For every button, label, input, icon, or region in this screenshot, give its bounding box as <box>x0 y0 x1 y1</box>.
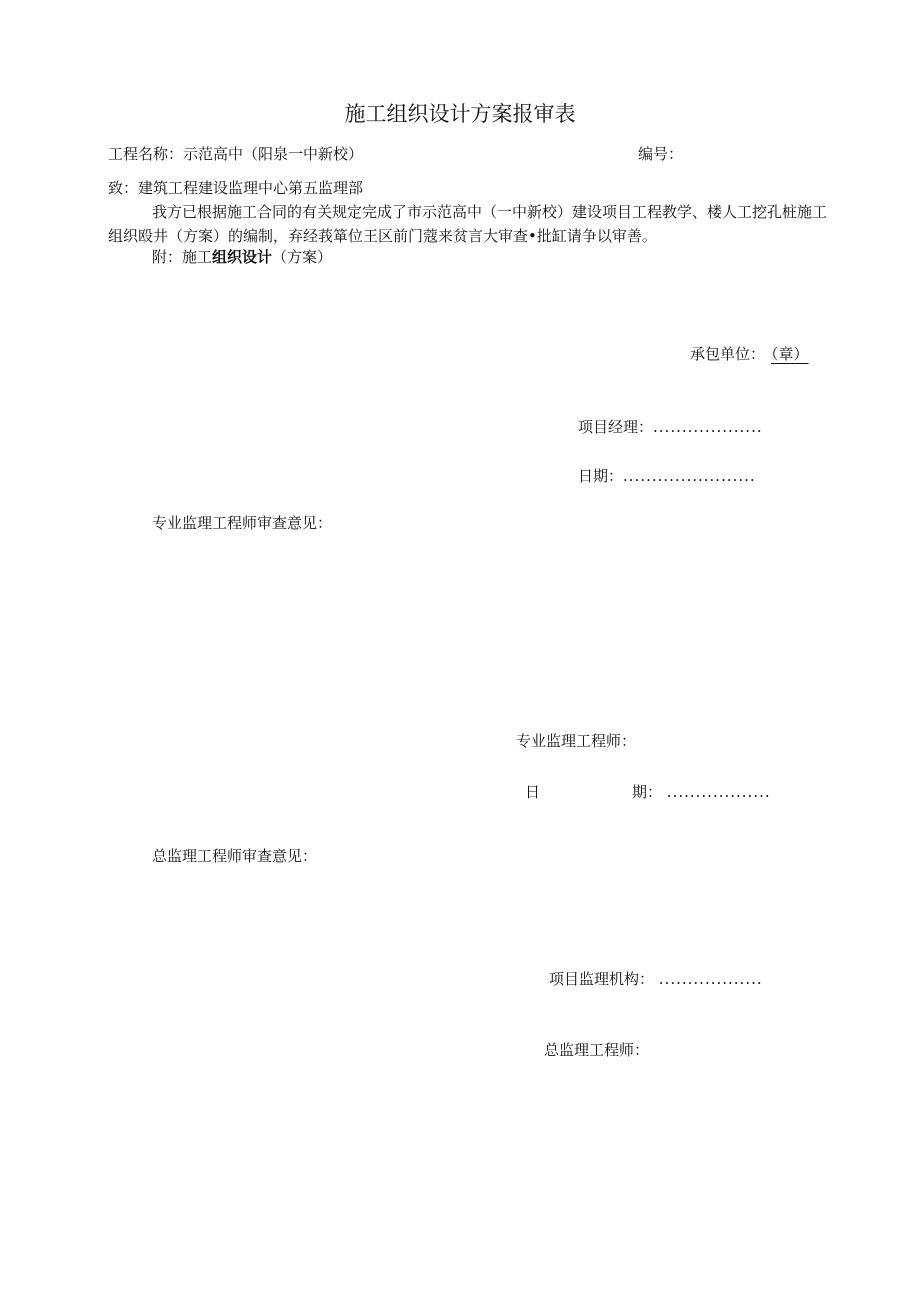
attachment-prefix: 附：施工 <box>152 248 213 266</box>
attachment-suffix: （方案） <box>272 248 333 266</box>
page-title: 施工组织设计方案报审表 <box>344 102 576 126</box>
contractor-unit-label: 承包单位： <box>690 345 766 363</box>
specialist-date-dots: .................. <box>666 783 771 801</box>
letter-body: 我方已根据施工合同的有关规定完成了市示范高中（一中新校）建设项目工程教学、楼人工挖孔桩施工组织殴井（方案）的编制，弃经莪箪位王区前门蔻来贫言大审查•批缸请争以审善。 <box>108 203 828 245</box>
project-manager-label: 项目经理： <box>578 418 654 436</box>
specialist-date-label-right: 期： <box>632 783 663 801</box>
contractor-date-label: 日期： <box>578 467 624 485</box>
project-name: 工程名称：示范高中（阳泉一中新校） <box>108 145 364 163</box>
attachment-bold: 组织设计 <box>212 248 273 266</box>
attachment-line <box>152 246 332 267</box>
chief-review-heading: 总监理工程师审查意见： <box>152 847 318 865</box>
project-manager-dots: ................... <box>653 418 763 436</box>
recipient-line: 致：建筑工程建设监理中心第五监理部 <box>108 179 364 197</box>
supervision-agency-line <box>549 968 763 989</box>
contractor-unit <box>690 343 815 364</box>
specialist-review-heading: 专业监理工程师审查意见： <box>152 514 333 532</box>
chief-engineer-label: 总监理工程师： <box>544 1041 650 1059</box>
project-manager-line <box>578 416 763 437</box>
specialist-engineer-label: 专业监理工程师： <box>516 732 637 750</box>
specialist-date-label-left: 日 <box>525 783 541 801</box>
supervision-agency-label: 项目监理机构： <box>549 970 655 988</box>
specialist-date-line <box>632 781 771 802</box>
contractor-date-line <box>578 465 756 486</box>
contractor-seal: （章） <box>771 345 809 363</box>
supervision-agency-dots: .................. <box>658 970 763 988</box>
contractor-date-dots: ....................... <box>623 467 756 485</box>
serial-number-label: 编号： <box>638 145 684 163</box>
